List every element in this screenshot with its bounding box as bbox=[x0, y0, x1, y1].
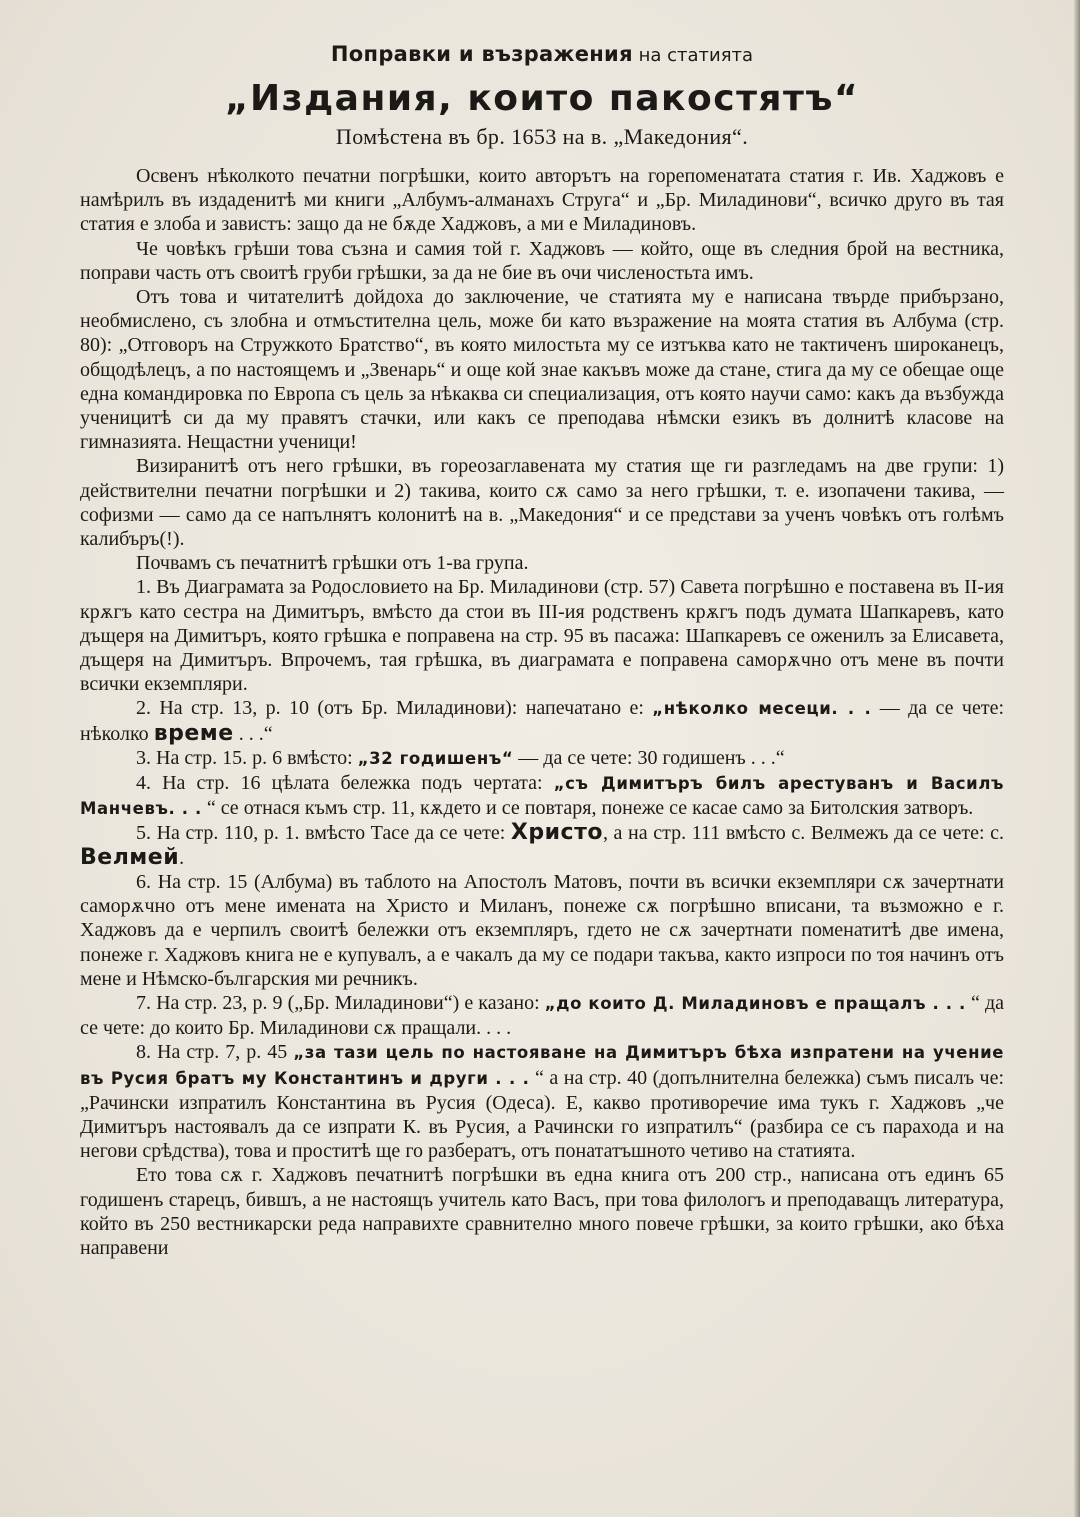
emphasized-word: Христо bbox=[510, 820, 603, 846]
paragraph bbox=[80, 746, 1004, 771]
quoted-text: „за тази цель по настояване на Димитъръ бѣха изпратени на учение въ Русия братъ му Константинъ и други . . . bbox=[80, 1043, 1005, 1088]
text-run: 7. На стр. 23, р. 9 („Бр. Миладинови“) е казано: bbox=[136, 991, 540, 1014]
article-body bbox=[80, 164, 1004, 1260]
paragraph: Че човѣкъ грѣши това съзна и самия той г. Хаджовъ — който, още въ следния брой на вестника, поправи часть отъ своитѣ груби грѣшки, за да не бие въ очи численостьта имъ. bbox=[80, 237, 1004, 284]
text-run: 2. На стр. 13, р. 10 (отъ Бр. Миладинови): напечатано е: bbox=[136, 697, 644, 720]
heading-suffix: на статията bbox=[638, 45, 754, 66]
heading-line bbox=[80, 38, 1004, 72]
text-run: 5. На стр. 110, р. 1. вмѣсто Тасе да се чете: bbox=[136, 822, 506, 845]
text-run: “ се отнася къмъ стр. 11, кѫдето и се повтаря, понеже се касае само за Битолския затворъ. bbox=[206, 797, 974, 820]
article-subtitle: Помѣстена въ бр. 1653 на в. „Македония“. bbox=[335, 124, 749, 149]
page-edge-shadow bbox=[1074, 0, 1080, 1517]
quoted-text: „32 годишенъ“ bbox=[357, 748, 514, 768]
emphasized-word: време bbox=[153, 720, 234, 746]
text-run: . bbox=[179, 846, 185, 869]
text-run: “ да се чете: до които Бр. Миладинови сѫ пращали. . . . bbox=[80, 991, 1004, 1040]
text-run: . . .“ bbox=[238, 722, 273, 745]
text-run: 4. На стр. 16 цѣлата бележка подъ чертата: bbox=[136, 772, 543, 795]
text-run: 3. На стр. 15. р. 6 вмѣсто: bbox=[136, 746, 353, 769]
paragraph: 1. Въ Диаграмата за Родословието на Бр. Миладинови (стр. 57) Савета погрѣшно е поставена въ II-ия крѫгъ като сестра на Димитъръ, вмѣсто да стои въ III-ия родственъ крѫгъ подъ думата Шапкаревъ, като дъщеря на Димитъръ, която грѣшка е поправена на стр. 95 въ пасажа: Шапкаревъ се оженилъ за Елисавета, дъщеря на Димитъръ. Впрочемъ, тая грѣшка, въ диаграмата е поправена саморѫчно отъ мене въ почти всички екземпляри. bbox=[80, 576, 1004, 696]
paragraph bbox=[80, 991, 1004, 1040]
text-run: — да се чете: нѣколко bbox=[80, 697, 1005, 745]
paragraph: Почвамъ съ печатнитѣ грѣшки отъ 1-ва група. bbox=[136, 552, 529, 575]
paragraph: Визиранитѣ отъ него грѣшки, въ гореозаглавената му статия ще ги разгледамъ на две групи: 1) действителни печатни погрѣшки и 2) такива, които сѫ само за него грѣшки, т. е. изопачени такива, — софизми — само да се напълнятъ колонитѣ на в. „Македония“ и се представи за ученъ човѣкъ отъ голѣмъ калибъръ(!). bbox=[80, 455, 1004, 551]
article-header bbox=[80, 38, 1004, 152]
text-run: , а на стр. 111 вмѣсто с. Велмежъ да се чете: с. bbox=[602, 822, 1005, 845]
paragraph bbox=[80, 821, 1004, 869]
paragraph: Освенъ нѣколкото печатни погрѣшки, които авторътъ на горепоменатата статия г. Ив. Хаджовъ е намѣрилъ въ издаденитѣ ми книги „Албумъ-алманахъ Струга“ и „Бр. Миладинови“, всичко друго въ тая статия е злоба и завистъ: защо да не бѫде Хаджовъ, а ми е Миладиновъ. bbox=[80, 165, 1004, 236]
paragraph: 6. На стр. 15 (Албума) въ таблото на Апостолъ Матовъ, почти въ всички екземпляри сѫ зачертнати саморѫчно отъ мене имената на Христо и Миланъ, понеже сѫ погрѣшно вписани, та възможно е г. Хаджовъ да е черпилъ своитѣ бележки отъ екземпляръ, гдето не сѫ зачертнати поменатитѣ две имена, понеже г. Хаджовъ книга не е купувалъ, а е чакалъ да му се подари такъва, както изпроси по тоя начинъ отъ мене и Нѣмско-българския ми речникъ. bbox=[80, 870, 1004, 990]
text-run: “ а на стр. 40 (допълнителна бележка) съмъ писалъ че: „Рачински изпратилъ Константина въ Русия (Одеса). Е, какво противоречие има тукъ г. Хаджовъ „че Димитъръ настоявалъ да се изпрати К. въ Русия, а Рачински го изпратилъ“ (разбира се съ парахода и на негови срѣдства), това и проститѣ ще го разбератъ, отъ понататъшното четиво на статията. bbox=[80, 1066, 1005, 1163]
heading-bold: Поправки и възражения bbox=[330, 42, 633, 66]
text-run: 8. На стр. 7, р. 45 bbox=[136, 1041, 288, 1064]
text-run: — да се чете: 30 годишенъ . . .“ bbox=[518, 746, 785, 769]
paragraph: Отъ това и читателитѣ дойдоха до заключение, че статията му е написана твърде прибързано, необмислено, съ злобна и отмъстителна цель, може би като възражение на моята статия въ Албума (стр. 80): „Отговоръ на Стружкото Братство“, въ която милостьта му се изтъква като не тактиченъ широканецъ, общодѣлецъ, а по настоящемъ и „Звенарь“ и още кой знае какъвъ може да стане, стига да му се обещае още една командировка по Европа съ цель за нѣкаква си специализация, отъ която научи само: какъ да възбужда ученицитѣ си да му правятъ стачки, или какъ се преподава нѣмски езикъ въ долнитѣ класове на гимназията. Нещастни ученици! bbox=[80, 286, 1004, 454]
quoted-text: „съ Димитъръ билъ арестуванъ и Василъ Манчевъ. . . bbox=[80, 774, 1005, 819]
paragraph bbox=[80, 1040, 1004, 1163]
emphasized-word: Велмей bbox=[80, 844, 180, 870]
quoted-text: „нѣколко месеци. . . bbox=[652, 699, 872, 719]
article-title: „Издания, които пакостятъ“ bbox=[224, 78, 860, 119]
quoted-text: „до които Д. Миладиновъ е пращалъ . . . bbox=[544, 993, 966, 1013]
paragraph: Ето това сѫ г. Хаджовъ печатнитѣ погрѣшки въ една книга отъ 200 стр., написана отъ единъ 65 годишенъ старецъ, бившъ, а не настоящъ учитель като Васъ, при това филологъ и преподаващъ литература, който въ 250 вестникарски реда направихте сравнително много повече грѣшки, за които грѣшки, ако бѣха направени bbox=[80, 1164, 1004, 1259]
paragraph bbox=[80, 696, 1004, 745]
paragraph bbox=[80, 771, 1004, 821]
